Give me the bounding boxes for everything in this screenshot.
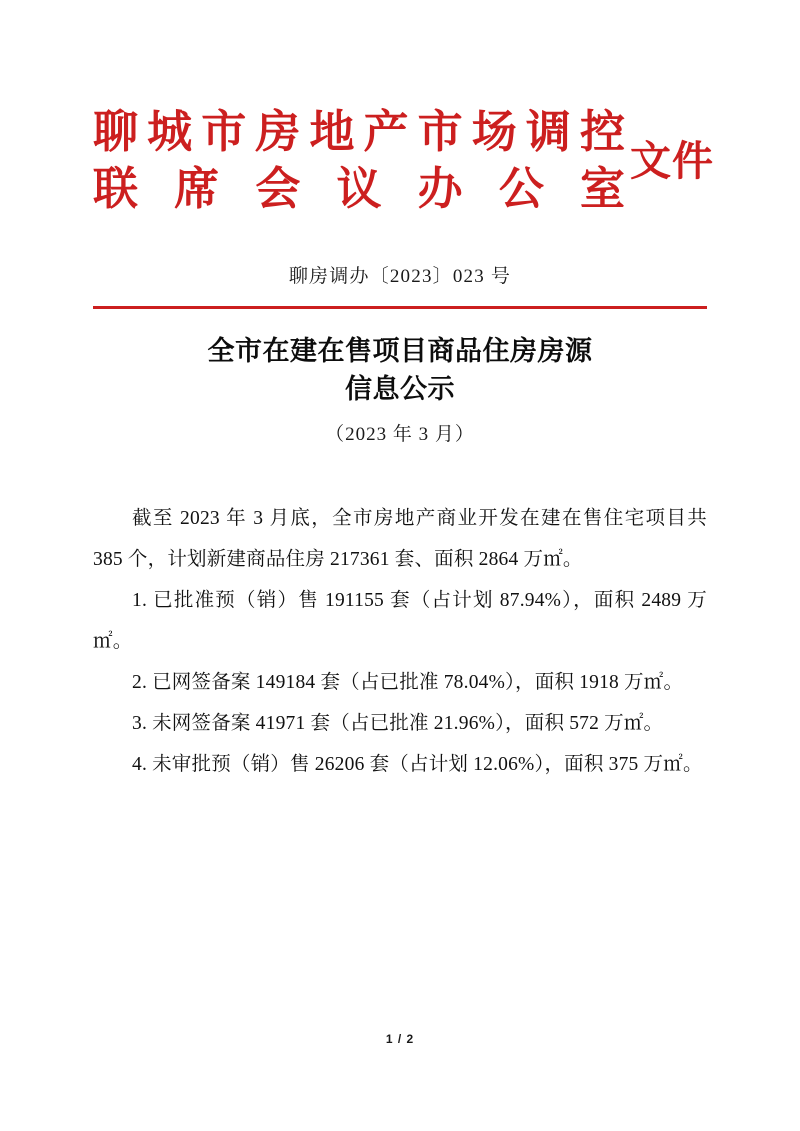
body-text — [93, 498, 707, 785]
page-title — [0, 332, 800, 408]
page-number: 1 / 2 — [385, 1032, 415, 1046]
body-paragraph: 1. 已批准预（销）售 191155 套（占计划 87.94%），面积 2489 万㎡。 — [93, 590, 707, 652]
page-footer — [0, 1030, 800, 1048]
body-paragraph: 4. 未审批预（销）售 26206 套（占计划 12.06%），面积 375 万㎡。 — [132, 754, 703, 775]
masthead — [0, 104, 800, 224]
masthead-line-2: 联席会议办公室 — [93, 164, 625, 214]
body-paragraph: 截至 2023 年 3 月底，全市房地产商业开发在建在售住宅项目共 385 个，计划新建商品住房 217361 套、面积 2864 万㎡。 — [93, 508, 707, 570]
masthead-title-lines — [93, 104, 625, 218]
body-paragraph: 3. 未网签备案 41971 套（占已批准 21.96%），面积 572 万㎡。 — [132, 713, 664, 734]
body-paragraph: 2. 已网签备案 149184 套（占已批准 78.04%），面积 1918 万㎡。 — [132, 672, 684, 693]
page-title-line-2: 信息公示 — [345, 374, 455, 404]
masthead-line-1: 聊城市房地产市场调控 — [93, 107, 625, 157]
title-block — [0, 332, 800, 448]
red-separator-rule — [93, 306, 707, 309]
page-title-line-1: 全市在建在售项目商品住房房源 — [207, 336, 593, 366]
document-number: 聊房调办〔2023〕023 号 — [288, 266, 512, 287]
page-subtitle: （2023 年 3 月） — [325, 424, 475, 445]
masthead-suffix-wenjian: 文件 — [630, 138, 714, 184]
